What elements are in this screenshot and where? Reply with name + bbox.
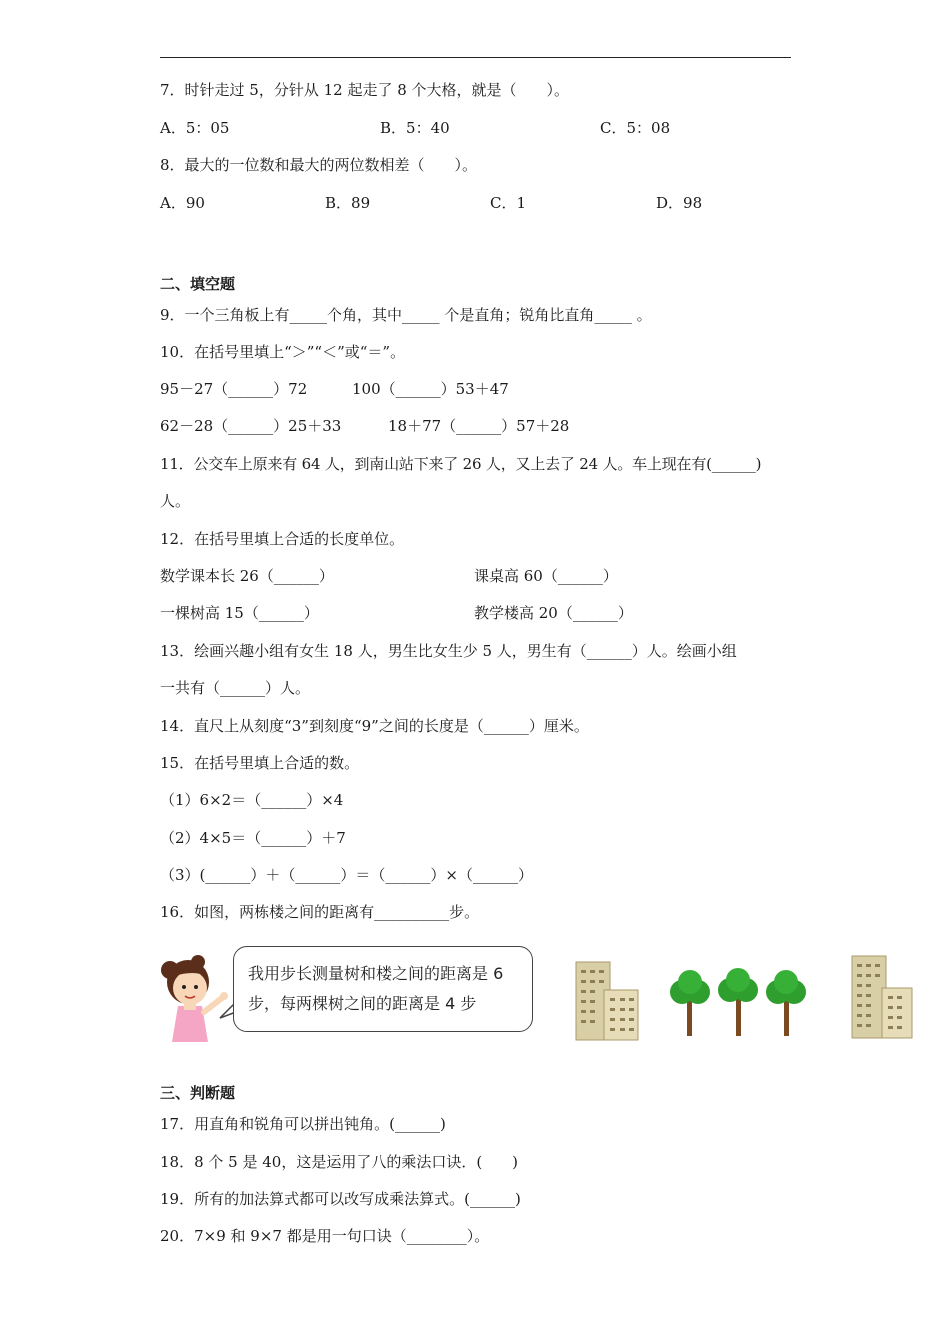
q8-option-b: B．89 [325,194,371,212]
q12-item-c: 一棵树高 15（______） [160,604,319,622]
question-8: 8．最大的一位数和最大的两位数相差（ ）。 [160,156,478,174]
tree-1 [670,970,710,1036]
bubble-line-1: 我用步长测量树和楼之间的距离是 6 [248,964,504,983]
q15-part-2: （2）4×5＝（______）＋7 [160,829,346,847]
tree-3 [766,970,806,1036]
q8-option-a: A．90 [160,194,205,212]
section-2-heading: 二、填空题 [160,275,236,293]
bubble-line-2: 步，每两棵树之间的距离是 4 步 [248,994,477,1013]
building-right [852,956,912,1038]
q10-row2-a: 62－28（______）25＋33 [160,417,342,435]
question-13-line2: 一共有（______）人。 [160,679,311,697]
q7-option-a: A．5：05 [160,119,230,137]
section-3-heading: 三、判断题 [160,1084,236,1102]
question-15: 15．在括号里填上合适的数。 [160,754,360,772]
question-7: 7．时针走过 5，分针从 12 起走了 8 个大格，就是（ ）。 [160,81,570,99]
q8-option-c: C．1 [490,194,527,212]
q12-item-d: 教学楼高 20（______） [474,604,633,622]
question-12: 12．在括号里填上合适的长度单位。 [160,530,405,548]
question-14: 14．直尺上从刻度“3”到刻度“9”之间的长度是（______）厘米。 [160,717,589,735]
q12-item-a: 数学课本长 26（______） [160,567,334,585]
q8-option-d: D．98 [656,194,703,212]
q7-option-c: C．5：08 [600,119,671,137]
q15-part-1: （1）6×2＝（______）×4 [160,791,344,809]
question-19: 19．所有的加法算式都可以改写成乘法算式。(______) [160,1190,521,1208]
q10-row1-b: 100（______）53＋47 [352,380,509,398]
question-13-line1: 13．绘画兴趣小组有女生 18 人，男生比女生少 5 人，男生有（______）人。绘画小组 [160,642,737,660]
q15-part-3: （3）(______）＋（______）＝（______）×（______） [160,866,533,884]
question-17: 17．用直角和锐角可以拼出钝角。(______) [160,1115,446,1133]
question-10: 10．在括号里填上“＞”“＜”或“＝”。 [160,343,406,361]
q12-item-b: 课桌高 60（______） [474,567,618,585]
header-rule [160,57,791,58]
tree-2 [718,968,758,1036]
question-9: 9．一个三角板上有_____个角，其中_____ 个是直角；锐角比直角_____ 。 [160,306,652,324]
question-16: 16．如图，两栋楼之间的距离有__________步。 [160,903,480,921]
question-20: 20．7×9 和 9×7 都是用一句口诀（________）。 [160,1227,490,1245]
question-11-line1: 11．公交车上原来有 64 人，到南山站下来了 26 人，又上去了 24 人。车上现在有(______) [160,455,762,473]
building-left [576,962,638,1040]
question-11-line2: 人。 [160,492,191,510]
girl-illustration [161,955,228,1042]
q7-option-b: B．5：40 [380,119,450,137]
speech-bubble [233,946,533,1032]
q10-row2-b: 18＋77（______）57＋28 [388,417,570,435]
q10-row1-a: 95－27（______）72 [160,380,308,398]
question-18: 18．8 个 5 是 40，这是运用了八的乘法口诀．( ) [160,1153,519,1171]
